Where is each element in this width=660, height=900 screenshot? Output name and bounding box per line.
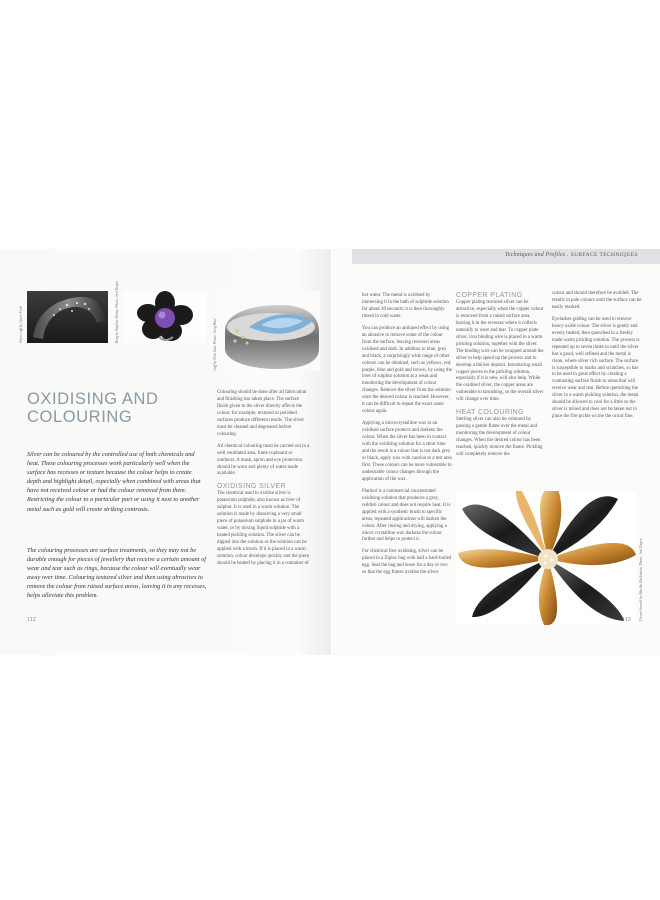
column1-paragraph: All chemical colouring must be carried out in a well ventilated area, fume cupboard or outdoors. A mask, apron and eye protection should be worn and plenty of water made available. [217, 443, 310, 477]
photo-silver-cuff [27, 291, 108, 343]
column2-paragraph: Platinol is a commercial concentrated oxidising solution that produces a grey, reddish colour and does not require heat. It is applied with a synthetic brush to specific areas, repeated applications will darken the colour. After rinsing and drying, applying a micro crystalline wax darkens the colour further and helps to protect it. [362, 488, 451, 543]
body-column-2 [362, 293, 452, 582]
column2-paragraph: You can produce an antiqued effect by using an abrasive to remove some of the colour from the surface, leaving recessed areas oxidised and dark. In addition to blue, grey and black, a surprisingly wide range of other colours can be obtained, such as yellows, red, purple, blue and gold and brown, by using the liver of sulphur solution at a weak and monitoring the development of colour changes. Remove the silver from the solution once the desired colour is reached. However, it can be difficult to repeat the exact same colour again. [362, 325, 452, 415]
column2-paragraph: For chemical free oxidising, silver can be placed in a Ziploc bag with half a hard-boiled egg. Seal the bag and leave for a day or two so that the egg fumes oxidise the silver. [362, 549, 452, 576]
heading-copper-plating: COPPER PLATING [456, 292, 523, 299]
column4-paragraph: colour and should therefore be avoided. The results in pale colours until the surface can be easily marked. [552, 291, 642, 310]
heading-heat-colouring: HEAT COLOURING [456, 409, 524, 417]
running-header-band [352, 249, 660, 264]
title-line1: OXIDISING AND [27, 390, 159, 408]
running-header: Techniques and Profiles. SURFACE TECHNIQUES [505, 252, 638, 258]
column2-paragraph: hot water. The metal is oxidised by immersing it in the bath of sulphide solution for about 30 seconds; it is then thoroughly rinsed in cold water. [362, 293, 449, 319]
running-header-chapter: SURFACE TECHNIQUES [570, 252, 638, 258]
column3-paragraph: Sterling silver can also be coloured by passing a gentle flame over the metal and monitoring the development of colour changes. When the desired colour has been reached, quickly remove the flame. Pickling will completely remove the [456, 417, 543, 458]
body-column-1 [217, 390, 310, 573]
photo-flower-ring [123, 291, 206, 343]
body-column-4 [552, 291, 642, 426]
page-number-left: 112 [27, 617, 36, 623]
caption-photo4: Flower brooch by Mariko Hashimoto. Photo: Joel Degen [639, 538, 643, 621]
page-title [27, 390, 227, 426]
column3-paragraph: Copper plating textured silver can be attractive, especially when the copper colour is removed from a raised surface area, leaving it in the recesses where it collects naturally to wear and tear. To copper plate silver, iron binding wire is placed in a warm pickling solution, together with the silver. The binding wire can be wrapped around the silver to help speed up the process and to develop a thicker deposit. Introducing small copper pieces to the pickling solution, especially if it is new, will also help. While the oxidised silver, the copper areas are vulnerable to tarnishing, so the overall silver will change over time. [456, 300, 544, 403]
column1-paragraph: The chemical used to oxidise silver is potassium sulphide, also known as liver of sulphur. It is used in a warm solution. The solution is made by dissolving a very small piece of potassium sulphide in a jar of warm water, or by mixing liquid sulphide with a heated pickling solution. The silver can be dipped into the solution or the solution can be applied with a brush. If it is placed in a warm solution, colour develops quickly and the piece should be heated by placing it in a container of [217, 491, 310, 566]
running-header-section: Techniques and Profiles [505, 252, 566, 258]
gutter [329, 249, 331, 655]
intro-paragraph-1: Silver can be coloured by the controlled use of both chemicals and heat. These colouring processes work particularly well when the surface has recesses or texture because the colour helps to create depth and highlight detail, especially when combined with areas that have not received colour or had the colour removed from them. Restricting the colour to a particular part or using it next to another metal such as gold will create striking contrasts. [27, 451, 201, 513]
photo-blue-stone-cuff [221, 291, 320, 371]
heading-oxidising-silver: OXIDISING SILVER [217, 483, 286, 491]
caption-photo3: Cuff by Nick Sam. Photo: Greg Hart [213, 318, 217, 371]
book-spread [0, 249, 660, 655]
caption-photo2: Ring by Stephen Winter. Photo: Joel Degen [115, 280, 119, 343]
caption-photo1: Silver cuff by Claire Ford [19, 306, 23, 343]
intro-paragraph-2: The colouring processes are surface treatments, so they may not be durable enough for pieces of jewellery that receive a certain amount of wear and tear such as rings, because the colour will eventually wear away over time. Colouring textured silver and then using abrasives to remove the colour from raised surface areas, leaving it in any recesses, helps alleviate this problem. [27, 547, 207, 600]
column2-paragraph: Applying a microcrystalline wax to an oxidised surface protects and darkens the colour. When the silver has been in contact with the oxidising solution for a short time and the result is a colour that is not dark grey or black, apply wax with caution to a test area first. These colours can be more vulnerable to undesirable colour changes through the application of the wax. [362, 421, 452, 482]
title-line2: COLOURING [27, 408, 133, 426]
page-number-right: 113 [622, 617, 631, 623]
body-column-3 [456, 291, 546, 464]
column1-paragraph: Colouring should be done after all fabrication and finishing has taken place. The surface finish given to the silver directly affects the colour, for example, textured or polished surfaces produce different results. The silver must be cleaned and degreased before colouring. [217, 390, 307, 437]
column4-paragraph: Eyelashes gilding can be used to remove heavy oxide colour. The silver is gently and evenly heated, then quenched in a freshly made warm pickling solution. The process is repeated up to seven times to until the silver has a good, well refined and the metal is clean, where silver rich surface. The surface is susceptible to marks and scratches, so has to be used in great effect by creating a contrasting surface finish to areas that will receive wear and tear. Before quenching the silver in a warm pickling solution, the metal should be allowed to cool for a little so the silver is mixed and does not be taken out to place the fire pickle on the the orical fine. [552, 316, 640, 420]
photo-flower-brooch [456, 491, 636, 625]
